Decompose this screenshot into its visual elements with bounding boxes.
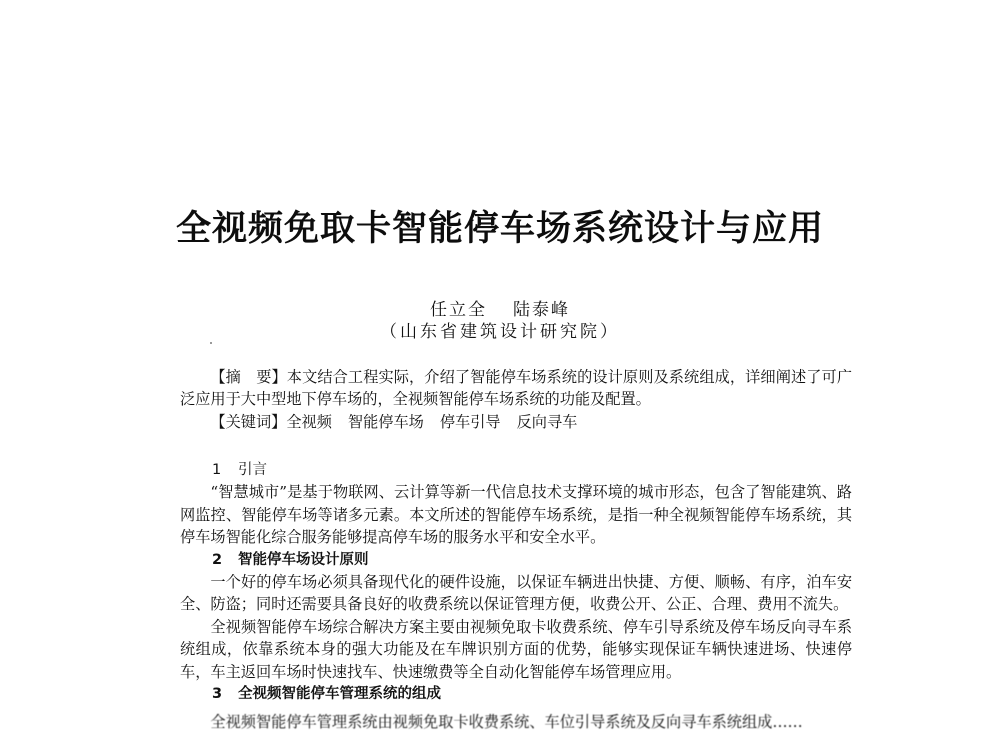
section-1-paragraph: “智慧城市”是基于物联网、云计算等新一代信息技术支撑环境的城市形态，包含了智能建筑、路网监控、智能停车场等诸多元素。本文所述的智能停车场系统，是指一种全视频智能停车场系统，其停车场智能化综合服务能够提高停车场的服务水平和安全水平。 <box>180 483 852 547</box>
author-name: 任立全 <box>430 300 487 320</box>
section-number: 2 <box>212 551 223 568</box>
scan-artifact-dot <box>210 342 212 344</box>
section-title: 全视频智能停车管理系统的组成 <box>238 686 441 703</box>
abstract-block <box>180 366 852 433</box>
keyword: 停车引导 <box>439 412 501 431</box>
author-affiliation: （山东省建筑设计研究院） <box>380 322 620 342</box>
section-heading-3 <box>180 683 852 705</box>
section-number: 3 <box>212 686 223 703</box>
keyword: 智能停车场 <box>347 412 424 431</box>
paper-title: 全视频免取卡智能停车场系统设计与应用 <box>175 209 824 249</box>
section-number: 1 <box>212 462 222 478</box>
keywords-label: 【关键词】 <box>210 412 287 431</box>
section-title: 智能停车场设计原则 <box>238 551 369 568</box>
author-list <box>0 299 1000 321</box>
section-3-paragraph-cutoff <box>180 711 852 732</box>
sections-block <box>180 459 852 732</box>
section-heading-2 <box>180 549 852 571</box>
section-2-paragraph-2: 全视频智能停车场综合解决方案主要由视频免取卡收费系统、停车引导系统及停车场反向寻车系统组成，依靠系统本身的强大功能及在车牌识别方面的优势，能够实现保证车辆快速进场、快速停车，车主返回车场时快速找车、快速缴费等全自动化智能停车场管理应用。 <box>180 617 852 681</box>
abstract-label: 【摘 要】 <box>210 368 287 386</box>
section-3-paragraph: 全视频智能停车管理系统由视频免取卡收费系统、车位引导系统及反向寻车系统组成…… <box>210 713 803 732</box>
keyword: 反向寻车 <box>516 412 578 431</box>
author-name: 陆泰峰 <box>513 300 570 320</box>
keywords-row <box>180 411 852 433</box>
abstract-text: 本文结合工程实际，介绍了智能停车场系统的设计原则及系统组成，详细阐述了可广泛应用于大中型地下停车场的，全视频智能停车场系统的功能及配置。 <box>180 368 853 409</box>
section-title: 引言 <box>238 462 267 478</box>
section-2-paragraph-1: 一个好的停车场必须具备现代化的硬件设施，以保证车辆进出快捷、方便、顺畅、有序，泊车安全、防盗；同时还需要具备良好的收费系统以保证管理方便，收费公开、公正、合理、费用不流失。 <box>180 573 852 614</box>
abstract-paragraph <box>180 366 852 411</box>
keyword: 全视频 <box>286 412 332 431</box>
section-heading-1 <box>180 459 852 481</box>
